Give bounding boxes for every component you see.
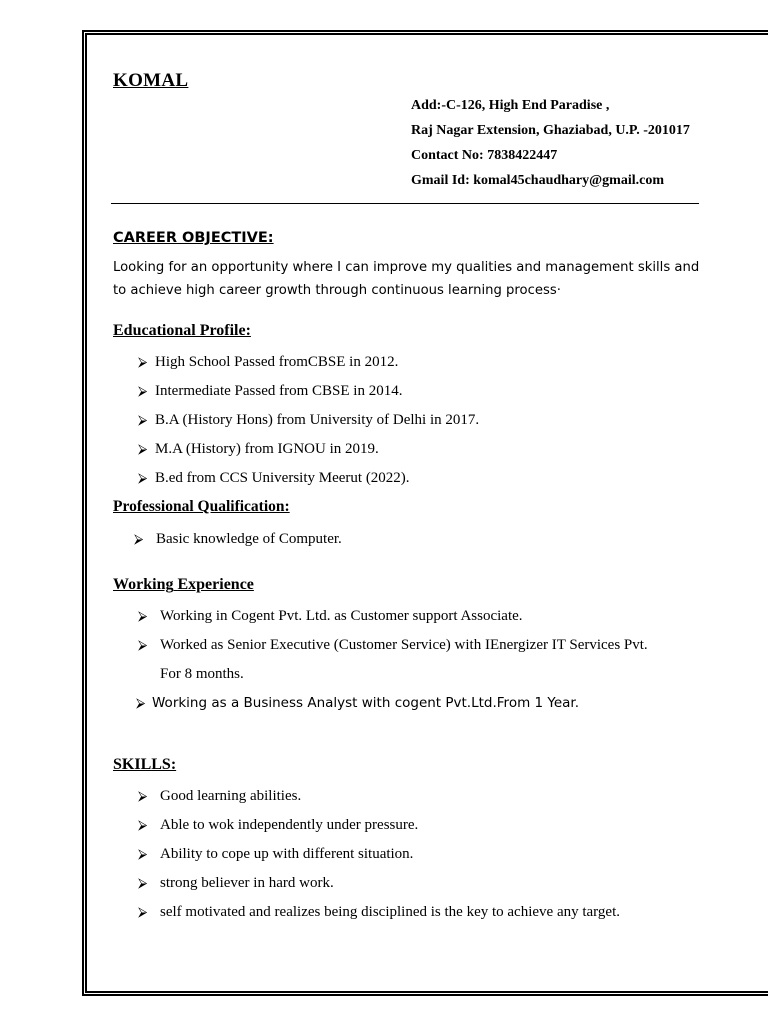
list-item	[138, 786, 620, 815]
arrowhead-bullet-icon: ⮚	[138, 355, 148, 370]
list-item	[138, 606, 648, 635]
list-item	[138, 381, 479, 410]
list-item	[138, 635, 648, 664]
professional-heading: Professional Qualification:	[113, 498, 290, 515]
list-item	[138, 439, 479, 468]
list-item-text: Working as a Business Analyst with cogent Pvt.Ltd.From 1 Year.	[152, 695, 580, 711]
experience-heading	[113, 576, 254, 594]
career-objective-text	[113, 256, 713, 302]
career-objective-line-2: to achieve high career growth through continuous learning process·	[113, 283, 561, 298]
experience-heading-part-1: Working	[113, 576, 174, 593]
arrowhead-bullet-icon: ⮚	[138, 384, 148, 399]
contact-number: Contact No: 7838422447	[411, 148, 558, 163]
list-item-text: B.A (History Hons) from University of Delhi in 2017.	[155, 412, 480, 428]
arrowhead-bullet-icon: ⮚	[138, 442, 148, 457]
list-item-text: Worked as Senior Executive (Customer Service) with IEnergizer IT Services Pvt.	[160, 637, 648, 653]
list-item	[138, 468, 479, 497]
email-address: Gmail Id: komal45chaudhary@gmail.com	[411, 173, 664, 188]
education-heading: Educational Profile:	[113, 322, 251, 339]
skills-list	[138, 786, 620, 931]
list-item-text: Working in Cogent Pvt. Ltd. as Customer support Associate.	[160, 608, 523, 624]
arrowhead-bullet-icon: ⮚	[138, 847, 148, 862]
list-item-text: M.A (History) from IGNOU in 2019.	[155, 441, 379, 457]
career-objective-line-1: Looking for an opportunity where I can improve my qualities and management skills and	[113, 260, 700, 275]
address-line-1: Add:-C-126, High End Paradise ,	[411, 98, 610, 113]
education-list	[138, 352, 479, 497]
list-item-text: strong believer in hard work.	[160, 875, 334, 891]
arrowhead-bullet-icon: ⮚	[134, 532, 144, 547]
arrowhead-bullet-icon: ⮚	[138, 413, 148, 428]
address-line-2: Raj Nagar Extension, Ghaziabad, U.P. -201017	[411, 123, 690, 138]
arrowhead-bullet-icon: ⮚	[138, 609, 148, 624]
skills-heading: SKILLS:	[113, 756, 177, 773]
list-item	[136, 693, 648, 722]
header-divider	[111, 203, 699, 204]
list-item	[138, 410, 479, 439]
candidate-name: KOMAL	[113, 70, 189, 91]
experience-list	[138, 606, 648, 722]
list-item-continuation	[138, 664, 648, 693]
list-item-text: Intermediate Passed from CBSE in 2014.	[155, 383, 403, 399]
contact-block	[411, 96, 690, 196]
list-item	[138, 815, 620, 844]
list-item-text: For 8 months.	[160, 666, 244, 682]
arrowhead-bullet-icon: ⮚	[138, 818, 148, 833]
arrowhead-bullet-icon: ⮚	[138, 876, 148, 891]
arrowhead-bullet-icon: ⮚	[138, 905, 148, 920]
list-item-text: self motivated and realizes being disciplined is the key to achieve any target.	[160, 904, 620, 920]
list-item-text: Able to wok independently under pressure.	[160, 817, 419, 833]
list-item-text: Basic knowledge of Computer.	[156, 531, 342, 547]
list-item	[138, 873, 620, 902]
arrowhead-bullet-icon: ⮚	[138, 638, 148, 653]
list-item-text: Ability to cope up with different situation.	[160, 846, 414, 862]
arrowhead-bullet-icon: ⮚	[136, 696, 146, 711]
arrowhead-bullet-icon: ⮚	[138, 471, 148, 486]
experience-heading-part-2: Experience	[177, 576, 254, 593]
list-item-text: B.ed from CCS University Meerut (2022).	[155, 470, 410, 486]
list-item	[138, 352, 479, 381]
career-objective-heading: CAREER OBJECTIVE:	[113, 230, 274, 246]
list-item	[134, 529, 342, 558]
professional-list	[134, 529, 342, 558]
list-item-text: High School Passed fromCBSE in 2012.	[155, 354, 399, 370]
list-item	[138, 844, 620, 873]
list-item	[138, 902, 620, 931]
arrowhead-bullet-icon: ⮚	[138, 789, 148, 804]
list-item-text: Good learning abilities.	[160, 788, 302, 804]
